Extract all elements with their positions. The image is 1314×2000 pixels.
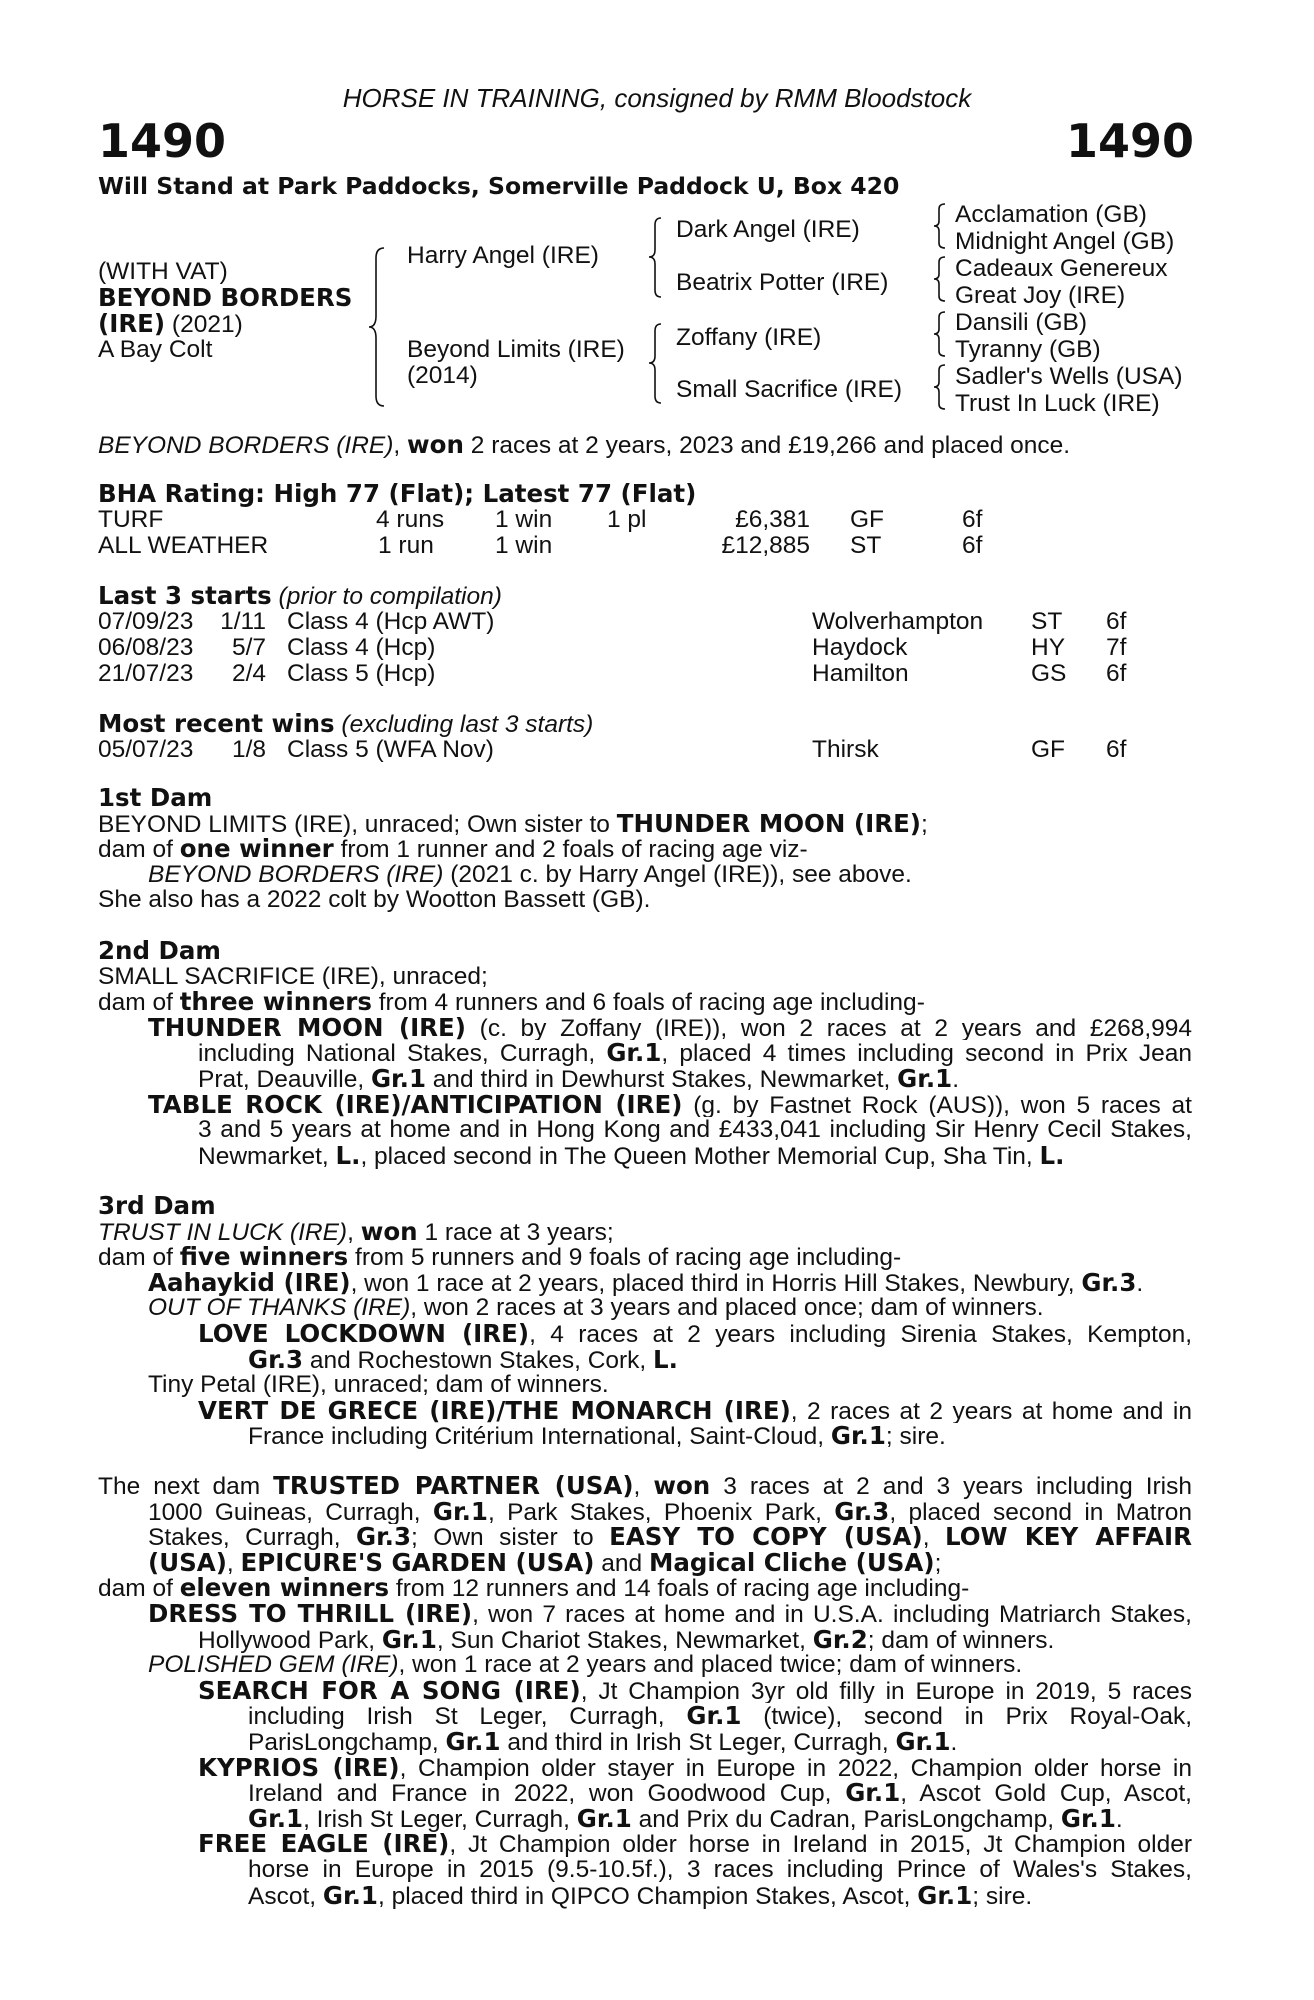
progeny-text: , Champion older stayer in Europe in 2022, Champion older horse in xyxy=(399,1754,1192,1781)
progeny-continuation xyxy=(98,1040,1192,1066)
grade-1: Gr.1 xyxy=(897,1063,953,1093)
win-distance: 6f xyxy=(1106,736,1127,763)
progeny-name: KYPRIOS (IRE) xyxy=(198,1754,400,1781)
second-dam-winners: three winners xyxy=(179,987,372,1017)
start-distance: 6f xyxy=(1106,660,1127,687)
rating-wins: 1 win xyxy=(495,506,553,533)
second-dam-line xyxy=(98,989,1192,1015)
progeny-text: , won 1 race at 2 years, placed third in Horris Hill Stakes, Newbury, xyxy=(350,1269,1082,1297)
progeny-text: and third in Dewhurst Stakes, Newmarket, xyxy=(426,1065,898,1093)
rating-distance: 6f xyxy=(962,506,983,533)
progeny-out-of-thanks xyxy=(98,1295,1192,1321)
brace-main xyxy=(368,246,388,408)
start-distance: 6f xyxy=(1106,608,1127,635)
third-dam-text: 1 race at 3 years; xyxy=(417,1218,614,1246)
start-class: Class 4 (Hcp) xyxy=(287,634,436,661)
sire-dam: Beatrix Potter (IRE) xyxy=(676,269,889,296)
first-dam-sister: THUNDER MOON (IRE) xyxy=(616,808,921,838)
progeny-continuation: 3 and 5 years at home and in Hong Kong and £433,041 including Sir Henry Cecil Stakes, xyxy=(198,1117,1192,1143)
third-dam-text: from 5 runners and 9 foals of racing age including- xyxy=(348,1244,902,1272)
next-dam-text: , placed second in Matron xyxy=(889,1498,1192,1525)
progeny-continuation xyxy=(98,1703,1192,1729)
progeny-name: TABLE ROCK (IRE)/ANTICIPATION (IRE) xyxy=(148,1091,683,1118)
summary-separator: , xyxy=(393,432,408,459)
progeny-continuation xyxy=(98,1726,1192,1756)
horse-name: BEYOND BORDERS xyxy=(98,283,353,312)
progeny-text: and Rochestown Stakes, Cork, xyxy=(303,1346,654,1374)
third-dam-line xyxy=(98,1244,1192,1270)
lot-number-right: 1490 xyxy=(1065,114,1194,168)
horse-description: A Bay Colt xyxy=(98,336,213,363)
third-dam-won: won xyxy=(360,1216,418,1246)
grade-1: Gr.1 xyxy=(576,1803,632,1833)
progeny-kyprios xyxy=(98,1755,1192,1781)
win-class: Class 5 (WFA Nov) xyxy=(287,736,494,763)
horse-country: (IRE) xyxy=(98,309,166,338)
next-dam-name: TRUSTED PARTNER (USA) xyxy=(273,1473,634,1499)
first-dam-line xyxy=(98,808,1192,838)
ancestor-ddd: Trust In Luck (IRE) xyxy=(955,390,1160,417)
horse-origin-year xyxy=(98,311,243,338)
progeny-text: , won 7 races at home and in U.S.A. including Matriarch Stakes, xyxy=(472,1600,1192,1627)
progeny-search-for-a-song xyxy=(98,1678,1192,1704)
sibling-name: EASY TO COPY (USA) xyxy=(609,1524,923,1550)
next-dam-text: ; Own sister to xyxy=(411,1524,610,1550)
second-dam-heading: 2nd Dam xyxy=(98,936,221,965)
next-dam-text: and xyxy=(594,1549,649,1577)
start-position: 5/7 xyxy=(231,634,266,661)
progeny-text: . xyxy=(950,1728,958,1756)
next-dam-text: 3 races at 2 and 3 years including Irish xyxy=(710,1473,1192,1499)
listed-grade: L. xyxy=(335,1140,361,1170)
progeny-continuation xyxy=(98,1344,1192,1374)
first-dam-winners: one winner xyxy=(179,834,334,864)
sibling-name: LOW KEY AFFAIR xyxy=(944,1524,1192,1550)
recent-wins-note: (excluding last 3 starts) xyxy=(334,711,594,738)
progeny-name: POLISHED GEM (IRE) xyxy=(148,1651,399,1679)
rating-going: GF xyxy=(850,506,885,533)
progeny-name: Aahaykid (IRE) xyxy=(148,1267,351,1297)
progeny-text: ParisLongchamp, xyxy=(248,1728,446,1756)
progeny-name: DRESS TO THRILL (IRE) xyxy=(148,1600,473,1627)
progeny-vert-de-grece xyxy=(98,1398,1192,1424)
grade-1: Gr.1 xyxy=(248,1803,304,1833)
second-dam-section xyxy=(98,938,1192,1168)
progeny-name: FREE EAGLE (IRE) xyxy=(198,1831,450,1857)
start-going: GS xyxy=(1031,660,1067,687)
recent-wins-title xyxy=(98,711,593,738)
consignor-caption: HORSE IN TRAINING, consigned by RMM Bloodstock xyxy=(342,83,972,113)
first-dam-line xyxy=(98,836,1192,862)
progeny-text: (2021 c. by Harry Angel (IRE)), see above. xyxy=(443,860,912,888)
summary-won: won xyxy=(407,430,464,459)
progeny-text: , 2 races at 2 years at home and in xyxy=(790,1397,1192,1424)
start-class: Class 4 (Hcp AWT) xyxy=(287,608,495,635)
progeny-free-eagle xyxy=(98,1831,1192,1857)
first-dam-progeny xyxy=(98,862,1192,888)
brace-ss xyxy=(933,202,947,250)
progeny-text: (twice), second in Prix Royal-Oak, xyxy=(741,1703,1192,1729)
next-dam-won: won xyxy=(653,1473,711,1499)
progeny-text: ; sire. xyxy=(972,1882,1033,1910)
ancestor-sds: Cadeaux Genereux xyxy=(955,255,1168,282)
sibling-name: EPICURE'S GARDEN (USA) xyxy=(240,1547,595,1577)
progeny-name: THUNDER MOON (IRE) xyxy=(148,1014,466,1041)
summary-detail: 2 races at 2 years, 2023 and £19,266 and placed once. xyxy=(463,432,1071,459)
progeny-text: (g. by Fastnet Rock (AUS)), won 5 races at xyxy=(682,1091,1192,1118)
next-dam-line xyxy=(98,1499,1192,1525)
start-date: 21/07/23 xyxy=(98,660,194,687)
third-dam-line xyxy=(98,1216,1192,1246)
progeny-name: VERT DE GRECE (IRE)/THE MONARCH (IRE) xyxy=(198,1397,791,1424)
ancestor-dsd: Tyranny (GB) xyxy=(955,336,1101,363)
progeny-text: , Irish St Leger, Curragh, xyxy=(303,1805,577,1833)
next-dam-text: ; xyxy=(934,1549,942,1577)
brace-ds xyxy=(933,310,947,358)
grade-3: Gr.3 xyxy=(248,1344,304,1374)
start-class: Class 5 (Hcp) xyxy=(287,660,436,687)
listed-grade: L. xyxy=(1039,1140,1065,1170)
start-course: Haydock xyxy=(812,634,908,661)
next-dam-section xyxy=(98,1473,1192,1908)
sire-sire: Dark Angel (IRE) xyxy=(676,216,860,243)
progeny-text: , won 1 race at 2 years and placed twice; dam of winners. xyxy=(398,1651,1023,1679)
next-dam-text: from 12 runners and 14 foals of racing age including- xyxy=(389,1575,970,1603)
next-dam-text: , Park Stakes, Phoenix Park, xyxy=(487,1498,835,1525)
win-course: Thirsk xyxy=(812,736,879,763)
last-starts-note: (prior to compilation) xyxy=(271,583,502,610)
progeny-continuation xyxy=(98,1063,1192,1093)
next-dam-text: The next dam xyxy=(98,1473,274,1499)
progeny-polished-gem xyxy=(98,1652,1192,1678)
grade-1: Gr.1 xyxy=(845,1780,901,1806)
progeny-text: Newmarket, xyxy=(198,1142,336,1170)
progeny-name: OUT OF THANKS (IRE) xyxy=(148,1294,411,1322)
progeny-continuation xyxy=(98,1803,1192,1833)
start-position: 2/4 xyxy=(231,660,266,687)
listed-grade: L. xyxy=(653,1344,678,1374)
first-dam-text: BEYOND LIMITS (IRE), unraced; Own sister to xyxy=(98,810,617,838)
progeny-continuation xyxy=(98,1423,1192,1449)
rating-going: ST xyxy=(850,532,882,559)
progeny-text: , placed second in The Queen Mother Memorial Cup, Sha Tin, xyxy=(360,1142,1040,1170)
rating-runs: 1 run xyxy=(378,532,434,559)
grade-1: Gr.1 xyxy=(895,1726,951,1756)
brace-dam xyxy=(648,322,664,406)
next-dam-line xyxy=(98,1473,1192,1499)
ancestor-dss: Dansili (GB) xyxy=(955,309,1088,336)
grade-2: Gr.2 xyxy=(812,1624,868,1654)
sire-name: Harry Angel (IRE) xyxy=(407,242,599,269)
first-dam-section xyxy=(98,785,1192,913)
stable-location: Will Stand at Park Paddocks, Somerville Paddock U, Box 420 xyxy=(98,172,900,200)
grade-1: Gr.1 xyxy=(370,1063,426,1093)
progeny-text: including Irish St Leger, Curragh, xyxy=(248,1703,687,1729)
dam-dam: Small Sacrifice (IRE) xyxy=(676,376,902,403)
progeny-continuation: horse in Europe in 2015 (9.5-10.5f.), 3 races including Prince of Wales's Stakes, xyxy=(248,1856,1192,1883)
progeny-text: (c. by Zoffany (IRE)), won 2 races at 2 years and £268,994 xyxy=(466,1014,1192,1041)
next-dam-text: Stakes, Curragh, xyxy=(148,1524,356,1550)
progeny-text: . xyxy=(1136,1269,1144,1297)
rating-surface: ALL WEATHER xyxy=(98,532,269,559)
progeny-text: . xyxy=(1115,1805,1123,1833)
start-date: 07/09/23 xyxy=(98,608,194,635)
next-dam-text: , xyxy=(226,1549,241,1577)
progeny-name: SEARCH FOR A SONG (IRE) xyxy=(198,1677,581,1704)
brace-sire xyxy=(648,216,664,300)
next-dam-text: dam of xyxy=(98,1575,180,1603)
grade-1: Gr.1 xyxy=(830,1421,886,1451)
progeny-continuation xyxy=(98,1140,1192,1170)
progeny-text: Prat, Deauville, xyxy=(198,1065,371,1093)
third-dam-text: , xyxy=(347,1218,361,1246)
third-dam-text: dam of xyxy=(98,1244,180,1272)
first-dam-text: dam of xyxy=(98,836,180,864)
progeny-text: ; sire. xyxy=(885,1423,946,1451)
race-summary xyxy=(98,432,1070,459)
rating-places: 1 pl xyxy=(607,506,647,533)
grade-3: Gr.3 xyxy=(834,1498,890,1525)
brace-dd xyxy=(933,363,947,411)
start-position: 1/11 xyxy=(220,608,266,635)
grade-1: Gr.1 xyxy=(322,1880,378,1910)
third-dam-name: TRUST IN LUCK (IRE) xyxy=(98,1218,348,1246)
progeny-text: including National Stakes, Curragh, xyxy=(198,1040,607,1066)
progeny-name: BEYOND BORDERS (IRE) xyxy=(148,860,444,888)
win-going: GF xyxy=(1031,736,1066,763)
next-dam-winners: eleven winners xyxy=(179,1573,390,1603)
next-dam-line xyxy=(98,1575,1192,1601)
third-dam-heading: 3rd Dam xyxy=(98,1191,216,1220)
recent-wins-heading: Most recent wins xyxy=(98,709,335,738)
rating-surface: TURF xyxy=(98,506,164,533)
third-dam-section xyxy=(98,1193,1192,1449)
sibling-name: (USA) xyxy=(148,1547,227,1577)
next-dam-line xyxy=(98,1524,1192,1550)
progeny-text: and third in Irish St Leger, Curragh, xyxy=(500,1728,896,1756)
start-distance: 7f xyxy=(1106,634,1127,661)
next-dam-text: , xyxy=(922,1524,945,1550)
start-going: ST xyxy=(1031,608,1063,635)
horse-year: (2021) xyxy=(165,311,243,338)
progeny-dress-to-thrill xyxy=(98,1601,1192,1627)
progeny-continuation xyxy=(98,1624,1192,1654)
bha-rating-title: BHA Rating: High 77 (Flat); Latest 77 (Flat) xyxy=(98,479,697,508)
progeny-text: , won 2 races at 3 years and placed once; dam of winners. xyxy=(410,1294,1044,1322)
second-dam-line: SMALL SACRIFICE (IRE), unraced; xyxy=(98,962,488,990)
first-dam-text: from 1 runner and 2 foals of racing age viz- xyxy=(333,836,808,864)
grade-3: Gr.3 xyxy=(355,1524,412,1550)
progeny-text: , Ascot Gold Cup, Ascot, xyxy=(900,1780,1192,1806)
grade-1: Gr.1 xyxy=(1060,1803,1116,1833)
last-starts-title xyxy=(98,583,502,610)
rating-distance: 6f xyxy=(962,532,983,559)
next-dam-text: 1000 Guineas, Curragh, xyxy=(148,1498,433,1525)
lot-number-left: 1490 xyxy=(98,114,227,168)
progeny-text: , Sun Chariot Stakes, Newmarket, xyxy=(436,1626,813,1654)
progeny-text: . xyxy=(952,1065,960,1093)
progeny-text: , Jt Champion older horse in Ireland in 2015, Jt Champion older xyxy=(449,1831,1192,1857)
dam-name: Beyond Limits (IRE) xyxy=(407,336,625,363)
rating-wins: 1 win xyxy=(495,532,553,559)
grade-1: Gr.1 xyxy=(686,1703,742,1729)
progeny-text: , Jt Champion 3yr old filly in Europe in 2019, 5 races xyxy=(580,1677,1192,1704)
dam-sire: Zoffany (IRE) xyxy=(676,324,822,351)
progeny-text: , 4 races at 2 years including Sirenia Stakes, Kempton, xyxy=(529,1320,1192,1347)
grade-1: Gr.1 xyxy=(381,1624,437,1654)
ancestor-sdd: Great Joy (IRE) xyxy=(955,282,1126,309)
rating-runs: 4 runs xyxy=(376,506,445,533)
grade-1: Gr.1 xyxy=(432,1498,488,1525)
start-course: Hamilton xyxy=(812,660,909,687)
progeny-table-rock xyxy=(98,1092,1192,1118)
sibling-name: Magical Cliche (USA) xyxy=(648,1547,935,1577)
progeny-name: LOVE LOCKDOWN (IRE) xyxy=(198,1320,530,1347)
grade-1: Gr.1 xyxy=(917,1880,973,1910)
win-date: 05/07/23 xyxy=(98,736,194,763)
progeny-continuation xyxy=(98,1780,1192,1806)
start-date: 06/08/23 xyxy=(98,634,194,661)
progeny-text: and Prix du Cadran, ParisLongchamp, xyxy=(631,1805,1061,1833)
progeny-tiny-petal: Tiny Petal (IRE), unraced; dam of winners. xyxy=(148,1371,609,1399)
win-position: 1/8 xyxy=(231,736,266,763)
next-dam-line xyxy=(98,1547,1192,1577)
second-dam-text: from 4 runners and 6 foals of racing age including- xyxy=(371,989,925,1017)
ancestor-dds: Sadler's Wells (USA) xyxy=(955,363,1183,390)
first-dam-heading: 1st Dam xyxy=(98,783,213,812)
second-dam-text: dam of xyxy=(98,989,180,1017)
grade-1: Gr.1 xyxy=(445,1726,501,1756)
progeny-aahaykid xyxy=(98,1267,1192,1297)
start-going: HY xyxy=(1031,634,1066,661)
progeny-continuation xyxy=(98,1880,1192,1910)
grade-1: Gr.1 xyxy=(606,1040,662,1066)
rating-prize: £6,381 xyxy=(735,506,810,533)
progeny-text: Ireland and France in 2022, won Goodwood Cup, xyxy=(248,1780,846,1806)
progeny-text: Hollywood Park, xyxy=(198,1626,382,1654)
brace-sd xyxy=(933,255,947,303)
progeny-text: France including Critérium International, Saint-Cloud, xyxy=(248,1423,831,1451)
progeny-text: Ascot, xyxy=(248,1882,323,1910)
progeny-thunder-moon xyxy=(98,1015,1192,1041)
ancestor-sss: Acclamation (GB) xyxy=(955,201,1147,228)
dam-year: (2014) xyxy=(407,362,478,389)
progeny-text: , placed 4 times including second in Prix Jean xyxy=(661,1040,1192,1066)
grade-3: Gr.3 xyxy=(1081,1267,1137,1297)
progeny-text: , placed third in QIPCO Champion Stakes, Ascot, xyxy=(377,1882,918,1910)
first-dam-text: ; xyxy=(921,810,928,838)
progeny-text: ; dam of winners. xyxy=(867,1626,1055,1654)
last-starts-heading: Last 3 starts xyxy=(98,581,272,610)
ancestor-ssd: Midnight Angel (GB) xyxy=(955,228,1175,255)
start-course: Wolverhampton xyxy=(812,608,984,635)
progeny-love-lockdown xyxy=(98,1321,1192,1347)
first-dam-note: She also has a 2022 colt by Wootton Bassett (GB). xyxy=(98,886,651,914)
vat-label: (WITH VAT) xyxy=(98,258,228,285)
third-dam-winners: five winners xyxy=(179,1242,349,1272)
summary-horse-name: BEYOND BORDERS (IRE) xyxy=(98,432,394,459)
rating-prize: £12,885 xyxy=(721,532,810,559)
next-dam-text: , xyxy=(633,1473,654,1499)
